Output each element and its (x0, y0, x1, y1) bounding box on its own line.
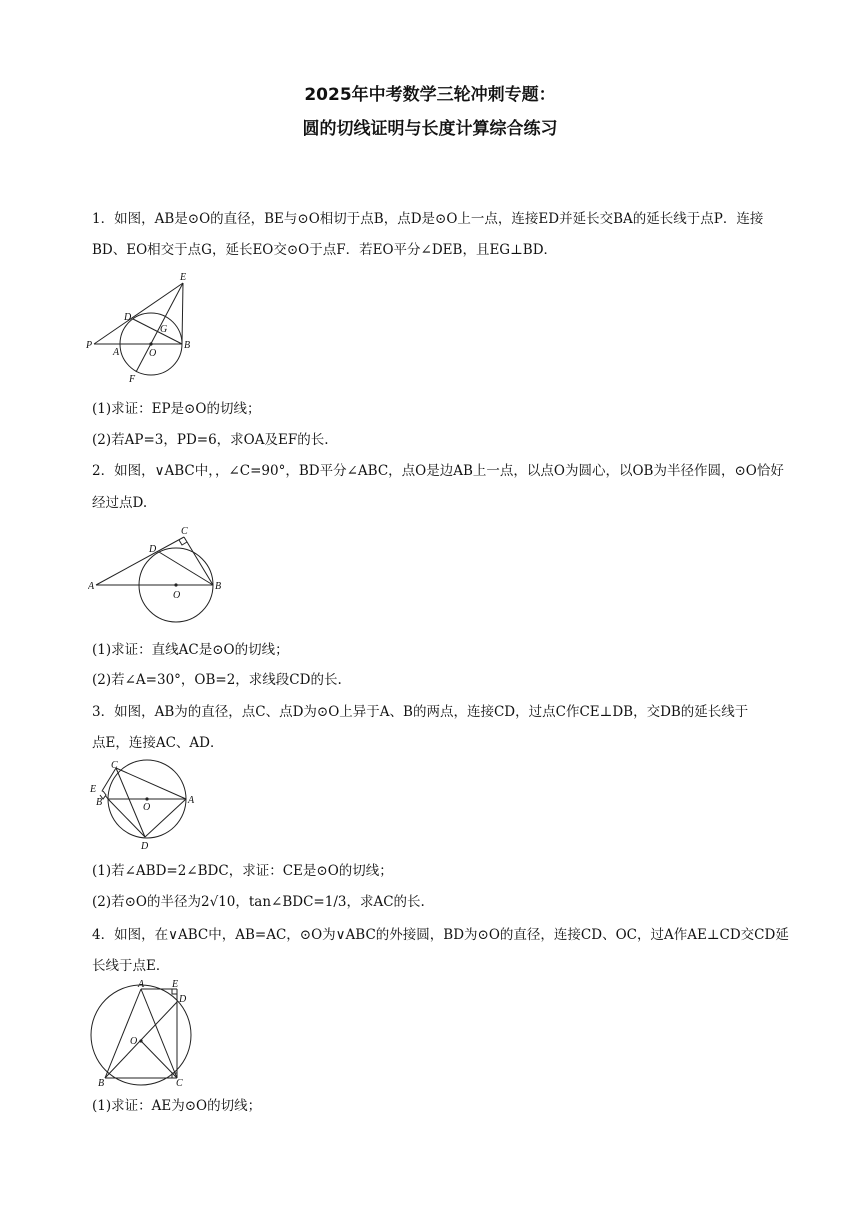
fig3-label-a: A (188, 795, 195, 806)
fig2-label-b: B (215, 581, 222, 592)
problem-1-question-1: (1)求证：EP是⊙O的切线； (92, 401, 261, 417)
fig4-label-b: B (98, 1078, 105, 1088)
fig3-label-o: O (143, 802, 151, 813)
fig2-label-d: D (149, 544, 157, 555)
fig1-label-g: G (160, 324, 168, 335)
fig1-label-d: D (124, 312, 132, 323)
problem-3-stem-line1: 3．如图，AB为的直径，点C、点D为⊙O上异于A、B的两点，连接CD，过点C作CE⊥DB，交DB的延长线于 (92, 704, 749, 720)
figure-4 (88, 980, 200, 1088)
problem-4-stem-line1: 4．如图，在∨ABC中，AB=AC，⊙O为∨ABC的外接圆，BD为⊙O的直径，连接CD、OC，过A作AE⊥CD交CD延 (92, 927, 789, 943)
fig3-label-d: D (141, 841, 149, 850)
fig4-label-e: E (172, 980, 179, 990)
problem-4-stem-line2: 长线于点E． (92, 958, 170, 974)
fig4-label-a: A (138, 980, 145, 990)
problem-1-question-2: (2)若AP=3，PD=6，求OA及EF的长. (92, 432, 329, 448)
fig2-label-o: O (173, 590, 181, 601)
problem-2-stem-line1: 2．如图，∨ABC中，，∠C=90°，BD平分∠ABC，点O是边AB上一点，以点O为圆心，以OB为半径作圆，⊙O恰好 (92, 463, 784, 479)
problem-3-stem-line2: 点E，连接AC、AD． (92, 735, 224, 751)
problem-2-question-1: (1)求证：直线AC是⊙O的切线； (92, 642, 289, 658)
problem-1-stem-line1: 1．如图，AB是⊙O的直径，BE与⊙O相切于点B，点D是⊙O上一点，连接ED并延长交BA的延长线于点P．连接 (92, 211, 764, 227)
doc-title-line1: 2025年中考数学三轮冲刺专题： (304, 85, 556, 105)
fig1-label-f: F (129, 374, 136, 385)
figure-2 (88, 522, 228, 626)
figure-1 (86, 266, 206, 386)
problem-4-question-1: (1)求证：AE为⊙O的切线； (92, 1098, 262, 1114)
fig1-label-o: O (149, 348, 157, 359)
fig4-label-o: O (130, 1036, 138, 1047)
fig4-label-d: D (179, 994, 187, 1005)
fig4-label-c: C (176, 1078, 183, 1088)
fig3-label-b: B (96, 797, 103, 808)
fig2-label-c: C (181, 526, 188, 537)
fig2-label-a: A (88, 581, 95, 592)
problem-2-question-2: (2)若∠A=30°，OB=2，求线段CD的长. (92, 672, 342, 688)
fig1-label-p: P (86, 340, 93, 351)
fig3-label-c: C (111, 760, 118, 771)
problem-3-question-2: (2)若⊙O的半径为2√10，tan∠BDC=1/3，求AC的长. (92, 894, 425, 910)
problem-3-question-1: (1)若∠ABD=2∠BDC，求证：CE是⊙O的切线； (92, 863, 393, 879)
fig1-label-b: B (184, 340, 191, 351)
fig1-label-e: E (180, 272, 187, 283)
fig3-label-e: E (90, 784, 97, 795)
problem-1-stem-line2: BD、EO相交于点G，延长EO交⊙O于点F．若EO平分∠DEB，且EG⊥BD． (92, 242, 558, 258)
problem-2-stem-line2: 经过点D. (92, 495, 148, 511)
fig1-label-a: A (113, 347, 120, 358)
figure-3 (88, 758, 208, 850)
doc-title-line2: 圆的切线证明与长度计算综合练习 (302, 119, 558, 139)
